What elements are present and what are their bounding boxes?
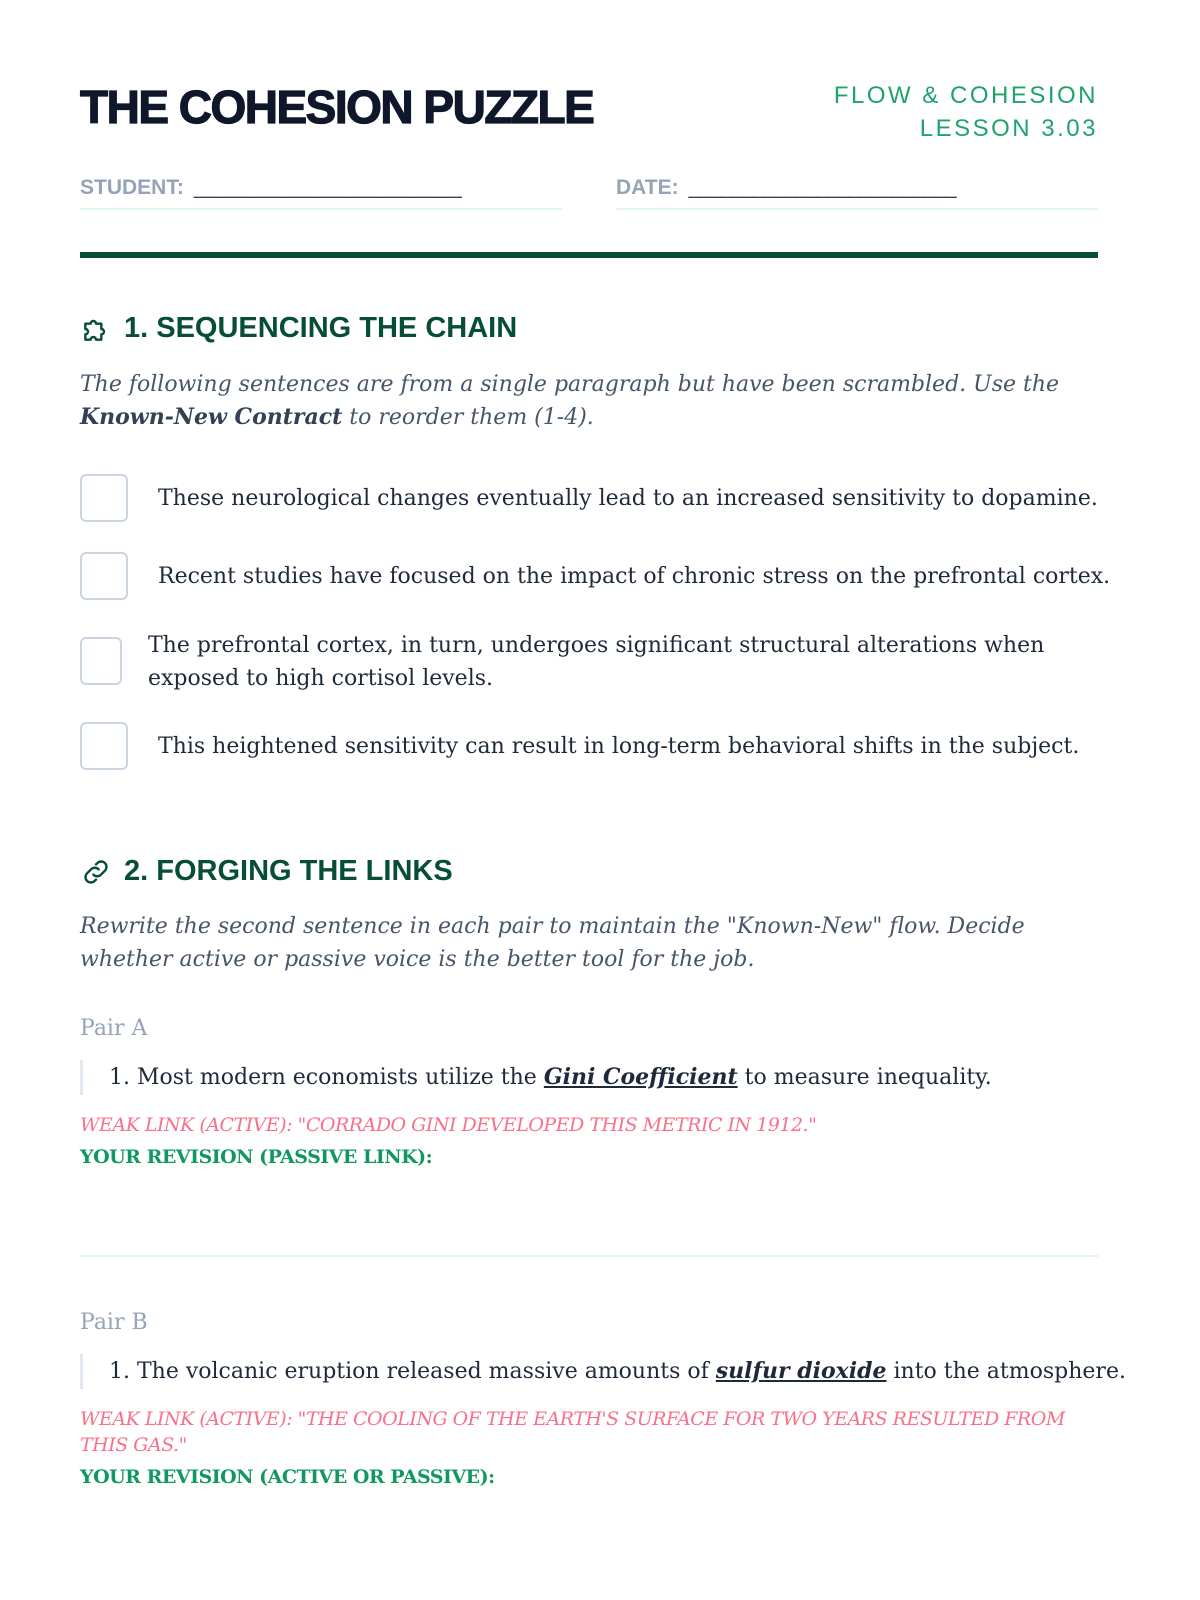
intro-text: to reorder them (1-4). xyxy=(342,405,594,430)
pair-b-weak-link: WEAK LINK (ACTIVE): "THE COOLING OF THE EARTH'S SURFACE FOR TWO YEARS RESULTED FROM THIS GAS." xyxy=(80,1408,1065,1456)
section-1-intro xyxy=(80,368,1080,434)
order-box-2[interactable] xyxy=(80,552,128,600)
sentence-text: to measure inequality. xyxy=(737,1065,992,1090)
order-box-1[interactable] xyxy=(80,474,128,522)
sentence-3: The prefrontal cortex, in turn, undergoes significant structural alterations when exposed to high cortisol levels. xyxy=(148,633,1045,691)
sentence-text: 1. Most modern economists utilize the xyxy=(109,1065,544,1090)
pair-b-sentence xyxy=(80,1354,1126,1389)
pair-a-weak-link: WEAK LINK (ACTIVE): "CORRADO GINI DEVELOPED THIS METRIC IN 1912." xyxy=(80,1114,817,1136)
section-2-title: 2. FORGING THE LINKS xyxy=(124,855,453,887)
unit-label: FLOW & COHESION xyxy=(833,82,1098,109)
section-2-intro: Rewrite the second sentence in each pair to maintain the "Known-New" flow. Decide whether active or passive voice is the better tool for the job. xyxy=(80,914,1025,972)
section-2-heading xyxy=(80,855,453,888)
date-field[interactable] xyxy=(616,176,1098,210)
header-divider xyxy=(80,252,1098,258)
pair-a-sentence xyxy=(80,1060,992,1095)
puzzle-icon xyxy=(80,313,112,345)
sentence-1: These neurological changes eventually lead to an increased sensitivity to dopamine. xyxy=(158,486,1098,511)
student-blank[interactable]: _________________________ xyxy=(193,176,461,199)
intro-bold: Known-New Contract xyxy=(80,404,343,430)
intro-text: The following sentences are from a single paragraph but have been scrambled. Use the xyxy=(80,372,1060,397)
lesson-label: LESSON 3.03 xyxy=(919,115,1098,142)
pair-b-revision-label: YOUR REVISION (ACTIVE OR PASSIVE): xyxy=(80,1466,495,1488)
link-icon xyxy=(80,856,112,888)
pair-a-revision-label: YOUR REVISION (PASSIVE LINK): xyxy=(80,1146,433,1168)
key-term: sulfur dioxide xyxy=(715,1358,887,1384)
pair-b-label: Pair B xyxy=(80,1310,148,1335)
sentence-text: 1. The volcanic eruption released massive amounts of xyxy=(109,1359,716,1384)
student-label: STUDENT: xyxy=(80,176,184,199)
order-box-4[interactable] xyxy=(80,722,128,770)
section-1-title: 1. SEQUENCING THE CHAIN xyxy=(124,312,518,344)
pair-a-label: Pair A xyxy=(80,1016,148,1041)
key-term: Gini Coefficient xyxy=(543,1064,738,1090)
pair-divider xyxy=(80,1255,1098,1257)
page-title: THE COHESION PUZZLE xyxy=(80,81,594,133)
section-1-heading xyxy=(80,312,517,345)
sentence-text: into the atmosphere. xyxy=(886,1359,1126,1384)
sentence-4: This heightened sensitivity can result in long-term behavioral shifts in the subject. xyxy=(158,734,1080,759)
student-field[interactable] xyxy=(80,176,562,210)
date-label: DATE: xyxy=(616,176,679,199)
sentence-2: Recent studies have focused on the impact of chronic stress on the prefrontal cortex. xyxy=(158,564,1111,589)
date-blank[interactable]: _________________________ xyxy=(688,176,956,199)
order-box-3[interactable] xyxy=(80,637,122,685)
